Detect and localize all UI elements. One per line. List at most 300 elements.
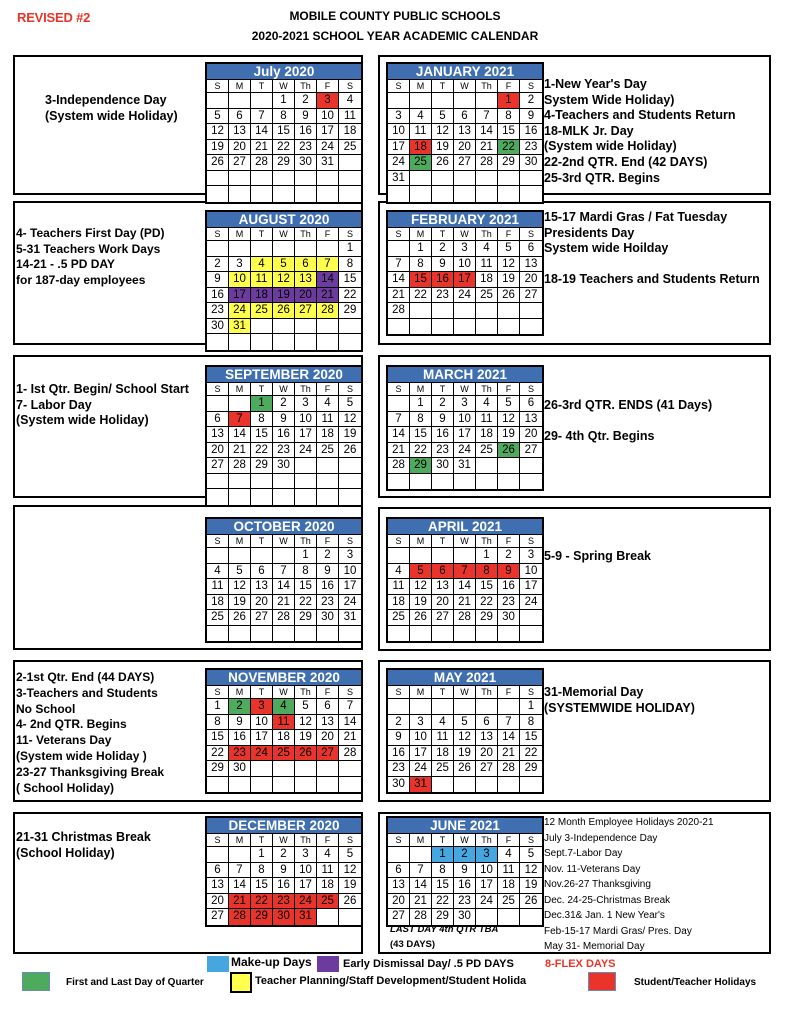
day-cell: 26 [339,443,361,459]
day-cell: 24 [454,288,476,304]
day-cell: 4 [476,241,498,257]
empty-cell [476,474,498,490]
weekday-header: S [207,834,229,847]
empty-cell [476,626,498,642]
note-line: 2-1st Qtr. End (44 DAYS) [16,670,155,684]
early-dismissal-swatch [317,956,339,972]
day-cell: 5 [410,564,432,580]
weekday-header: S [388,383,410,396]
day-cell: 18 [476,272,498,288]
weekday-header: Th [295,383,317,396]
weekday-header: S [388,228,410,241]
day-cell: 1 [207,699,229,715]
weekday-header: M [229,383,251,396]
day-cell: 10 [251,715,273,731]
empty-cell [454,303,476,319]
note-line: 1-New Year's Day [544,77,647,91]
empty-cell [410,626,432,642]
day-cell: 20 [476,746,498,762]
day-cell: 23 [207,303,229,319]
empty-cell [476,186,498,202]
day-cell: 5 [498,396,520,412]
day-cell: 19 [498,272,520,288]
empty-cell [207,548,229,564]
day-cell: 30 [273,458,295,474]
employee-holidays-title: 12 Month Employee Holidays 2020-21 [544,817,714,828]
day-grid [207,535,361,641]
day-cell: 2 [388,715,410,731]
day-cell: 25 [339,140,361,156]
day-cell: 10 [295,863,317,879]
day-cell: 10 [317,109,339,125]
weekday-header: S [388,535,410,548]
day-cell: 22 [207,746,229,762]
weekday-header: W [454,228,476,241]
makeup-days-label: Make-up Days [231,955,312,969]
day-cell: 6 [520,396,542,412]
day-cell: 13 [229,124,251,140]
day-cell: 17 [520,579,542,595]
empty-cell [410,171,432,187]
weekday-header: S [339,383,361,396]
day-cell: 2 [498,548,520,564]
flex-days-label: 8-FLEX DAYS [545,958,616,970]
weekday-header: M [229,535,251,548]
calendar-mar-2021 [386,365,544,491]
weekday-header: S [339,686,361,699]
weekday-header: W [454,80,476,93]
day-cell: 12 [339,863,361,879]
empty-cell [388,319,410,335]
day-cell: 13 [251,579,273,595]
day-cell: 14 [339,715,361,731]
day-cell: 2 [207,257,229,273]
day-cell: 7 [498,715,520,731]
note-line: 29- 4th Qtr. Begins [544,429,655,444]
day-cell: 6 [251,564,273,580]
empty-cell [273,777,295,793]
empty-cell [432,303,454,319]
calendar-jun-2021 [386,816,544,927]
day-cell: 27 [317,746,339,762]
day-cell: 8 [498,109,520,125]
note-line: 11- Veterans Day [16,733,112,748]
day-grid [388,80,542,202]
day-cell: 2 [432,396,454,412]
empty-cell [498,777,520,793]
day-cell: 9 [498,564,520,580]
day-cell: 29 [295,610,317,626]
day-cell: 18 [317,427,339,443]
empty-cell [476,458,498,474]
weekday-header: F [498,686,520,699]
day-cell: 26 [432,155,454,171]
weekday-header: M [410,383,432,396]
empty-cell [339,155,361,171]
day-cell: 11 [432,730,454,746]
weekday-header: Th [295,228,317,241]
day-cell: 17 [317,124,339,140]
day-cell: 23 [432,288,454,304]
day-cell: 22 [339,288,361,304]
day-cell: 26 [520,894,542,910]
day-cell: 20 [295,288,317,304]
day-cell: 23 [432,443,454,459]
day-cell: 1 [520,699,542,715]
day-cell: 15 [251,427,273,443]
day-cell: 11 [498,863,520,879]
employee-holidays-list [544,815,714,955]
day-cell: 14 [476,124,498,140]
day-cell: 17 [339,579,361,595]
weekday-header: S [207,686,229,699]
day-cell: 19 [339,878,361,894]
empty-cell [295,474,317,490]
empty-cell [388,474,410,490]
calendar-dec-2020 [205,816,363,927]
day-cell: 10 [339,564,361,580]
weekday-header: T [432,535,454,548]
weekday-header: S [520,383,542,396]
empty-cell [317,171,339,187]
empty-cell [339,909,361,925]
day-cell: 28 [229,458,251,474]
empty-cell [476,93,498,109]
day-cell: 11 [339,109,361,125]
day-cell: 22 [432,894,454,910]
day-cell: 23 [273,443,295,459]
day-cell: 13 [476,730,498,746]
weekday-header: T [251,686,273,699]
month-title: APRIL 2021 [388,519,542,535]
month-title: AUGUST 2020 [207,212,361,228]
note-line: System Wide Holiday) [544,92,675,107]
note-line: 23-27 Thanksgiving Break [16,764,165,779]
note-line: 4- Teachers First Day (PD) [16,226,165,240]
empty-cell [339,474,361,490]
day-cell: 7 [229,863,251,879]
empty-cell [295,319,317,335]
day-cell: 22 [410,443,432,459]
day-cell: 14 [454,579,476,595]
empty-cell [295,489,317,505]
empty-cell [273,474,295,490]
empty-cell [520,186,542,202]
weekday-header: T [432,686,454,699]
district-title: MOBILE COUNTY PUBLIC SCHOOLS [289,9,501,23]
month-title: NOVEMBER 2020 [207,670,361,686]
empty-cell [207,489,229,505]
empty-cell [207,626,229,642]
day-cell: 22 [251,443,273,459]
empty-cell [295,761,317,777]
empty-cell [273,761,295,777]
empty-cell [410,474,432,490]
quarter-day-swatch [22,972,50,991]
day-cell: 24 [317,140,339,156]
day-cell: 16 [273,878,295,894]
empty-cell [273,489,295,505]
day-cell: 10 [454,412,476,428]
day-cell: 20 [317,730,339,746]
day-cell: 15 [432,878,454,894]
empty-cell [251,761,273,777]
day-cell: 10 [476,863,498,879]
weekday-header: Th [476,834,498,847]
day-cell: 3 [454,241,476,257]
day-cell: 12 [273,272,295,288]
note-line: (System wide Holiday) [45,108,178,123]
note-line: No School [16,701,76,716]
day-cell: 24 [339,595,361,611]
empty-cell [454,548,476,564]
day-cell: 29 [498,155,520,171]
empty-cell [251,319,273,335]
empty-cell [498,699,520,715]
empty-cell [251,548,273,564]
weekday-header: F [317,383,339,396]
day-cell: 2 [229,699,251,715]
day-cell: 18 [432,746,454,762]
employee-holiday-item: Dec. 24-25-Christmas Break [544,894,671,906]
day-cell: 21 [410,894,432,910]
day-cell: 31 [388,171,410,187]
empty-cell [498,171,520,187]
employee-holiday-item: Dec.31& Jan. 1 New Year's [544,910,665,921]
day-cell: 8 [251,863,273,879]
day-cell: 1 [410,241,432,257]
weekday-header: S [388,834,410,847]
day-cell: 23 [454,894,476,910]
weekday-header: T [432,383,454,396]
empty-cell [229,489,251,505]
day-cell: 24 [229,303,251,319]
day-cell: 8 [520,715,542,731]
empty-cell [273,171,295,187]
empty-cell [295,186,317,202]
day-cell: 21 [388,443,410,459]
empty-cell [273,319,295,335]
empty-cell [273,626,295,642]
day-cell: 21 [317,288,339,304]
empty-cell [432,626,454,642]
empty-cell [498,909,520,925]
day-cell: 21 [388,288,410,304]
day-cell: 24 [251,746,273,762]
day-grid [207,383,361,505]
note-line: 25-3rd QTR. Begins [544,170,660,185]
empty-cell [317,319,339,335]
empty-cell [339,626,361,642]
day-cell: 26 [498,443,520,459]
planning-day-label: Teacher Planning/Staff Development/Student Holida [255,975,527,987]
empty-cell [317,489,339,505]
day-cell: 4 [410,109,432,125]
weekday-header: T [432,80,454,93]
notes-apr-2021 [544,549,651,565]
day-cell: 22 [498,140,520,156]
day-cell: 9 [520,109,542,125]
empty-cell [295,334,317,350]
empty-cell [476,319,498,335]
calendar-apr-2021 [386,517,544,643]
day-cell: 7 [317,257,339,273]
day-cell: 13 [317,715,339,731]
note-line: 7- Labor Day [16,397,92,412]
day-cell: 26 [207,155,229,171]
revised-label: REVISED #2 [17,10,91,25]
weekday-header: W [273,686,295,699]
day-cell: 6 [520,241,542,257]
day-cell: 12 [229,579,251,595]
day-cell: 13 [295,272,317,288]
empty-cell [207,777,229,793]
day-cell: 17 [295,427,317,443]
empty-cell [476,777,498,793]
day-cell: 15 [476,579,498,595]
day-cell: 4 [317,847,339,863]
weekday-header: F [498,80,520,93]
day-cell: 18 [339,124,361,140]
day-cell: 27 [520,443,542,459]
day-cell: 2 [317,548,339,564]
weekday-header: F [317,686,339,699]
empty-cell [251,171,273,187]
day-cell: 27 [476,761,498,777]
day-cell: 7 [339,699,361,715]
weekday-header: W [273,80,295,93]
weekday-header: Th [476,383,498,396]
weekday-header: M [229,228,251,241]
day-cell: 19 [454,746,476,762]
day-cell: 6 [207,412,229,428]
day-cell: 19 [339,427,361,443]
empty-cell [273,186,295,202]
month-title: DECEMBER 2020 [207,818,361,834]
day-cell: 5 [229,564,251,580]
empty-cell [339,489,361,505]
empty-cell [317,909,339,925]
day-cell: 6 [454,109,476,125]
day-cell: 11 [273,715,295,731]
empty-cell [520,610,542,626]
day-cell: 27 [388,909,410,925]
day-cell: 16 [432,272,454,288]
note-line: (System wide Holiday) [544,139,677,154]
day-cell: 16 [388,746,410,762]
day-cell: 14 [410,878,432,894]
empty-cell [207,334,229,350]
weekday-header: W [273,535,295,548]
empty-cell [454,171,476,187]
day-cell: 9 [317,564,339,580]
notes-aug-2020 [16,226,165,288]
day-cell: 28 [251,155,273,171]
note-line: 4- 2nd QTR. Begins [16,717,127,732]
calendar-may-2021 [386,668,544,794]
day-cell: 13 [520,257,542,273]
day-cell: 11 [317,863,339,879]
empty-cell [520,171,542,187]
day-cell: 20 [388,894,410,910]
day-cell: 11 [476,412,498,428]
day-grid [388,228,542,334]
weekday-header: W [454,535,476,548]
day-cell: 29 [520,761,542,777]
day-cell: 13 [207,878,229,894]
day-cell: 1 [498,93,520,109]
day-cell: 4 [251,257,273,273]
weekday-header: M [410,535,432,548]
weekday-header: Th [476,686,498,699]
empty-cell [229,548,251,564]
weekday-header: W [454,686,476,699]
day-cell: 22 [295,595,317,611]
early-dismissal-label: Early Dismissal Day/ .5 PD DAYS [343,958,514,970]
day-cell: 22 [520,746,542,762]
empty-cell [295,241,317,257]
day-cell: 2 [295,93,317,109]
day-cell: 2 [454,847,476,863]
day-cell: 15 [339,272,361,288]
day-cell: 15 [295,579,317,595]
day-cell: 24 [295,443,317,459]
weekday-header: M [410,80,432,93]
notes-jan-2021 [544,77,735,186]
day-cell: 27 [432,610,454,626]
month-title: MARCH 2021 [388,367,542,383]
day-cell: 31 [410,777,432,793]
day-cell: 5 [498,241,520,257]
weekday-header: Th [295,686,317,699]
calendar-title: 2020-2021 SCHOOL YEAR ACADEMIC CALENDAR [251,29,539,43]
day-cell: 22 [273,140,295,156]
weekday-header: F [317,834,339,847]
day-cell: 9 [207,272,229,288]
day-cell: 11 [388,579,410,595]
empty-cell [498,458,520,474]
day-cell: 7 [229,412,251,428]
weekday-header: F [317,80,339,93]
day-cell: 6 [476,715,498,731]
day-cell: 12 [339,412,361,428]
day-cell: 17 [295,878,317,894]
weekday-header: S [339,80,361,93]
day-cell: 26 [339,894,361,910]
empty-cell [229,777,251,793]
day-cell: 24 [476,894,498,910]
calendar-nov-2020 [205,668,363,794]
weekday-header: Th [476,80,498,93]
day-cell: 13 [520,412,542,428]
last-day-note: LAST DAY 4th QTR TBA [390,924,499,935]
day-cell: 6 [317,699,339,715]
empty-cell [207,93,229,109]
note-line: System wide Hoilday [544,241,669,256]
day-cell: 30 [432,458,454,474]
empty-cell [498,319,520,335]
weekday-header: W [273,834,295,847]
empty-cell [388,396,410,412]
day-cell: 30 [454,909,476,925]
note-line: 1- Ist Qtr. Begin/ School Start [16,382,189,396]
day-cell: 1 [432,847,454,863]
month-title: SEPTEMBER 2020 [207,367,361,383]
weekday-header: S [388,80,410,93]
day-cell: 4 [498,847,520,863]
day-cell: 7 [273,564,295,580]
day-cell: 16 [498,579,520,595]
